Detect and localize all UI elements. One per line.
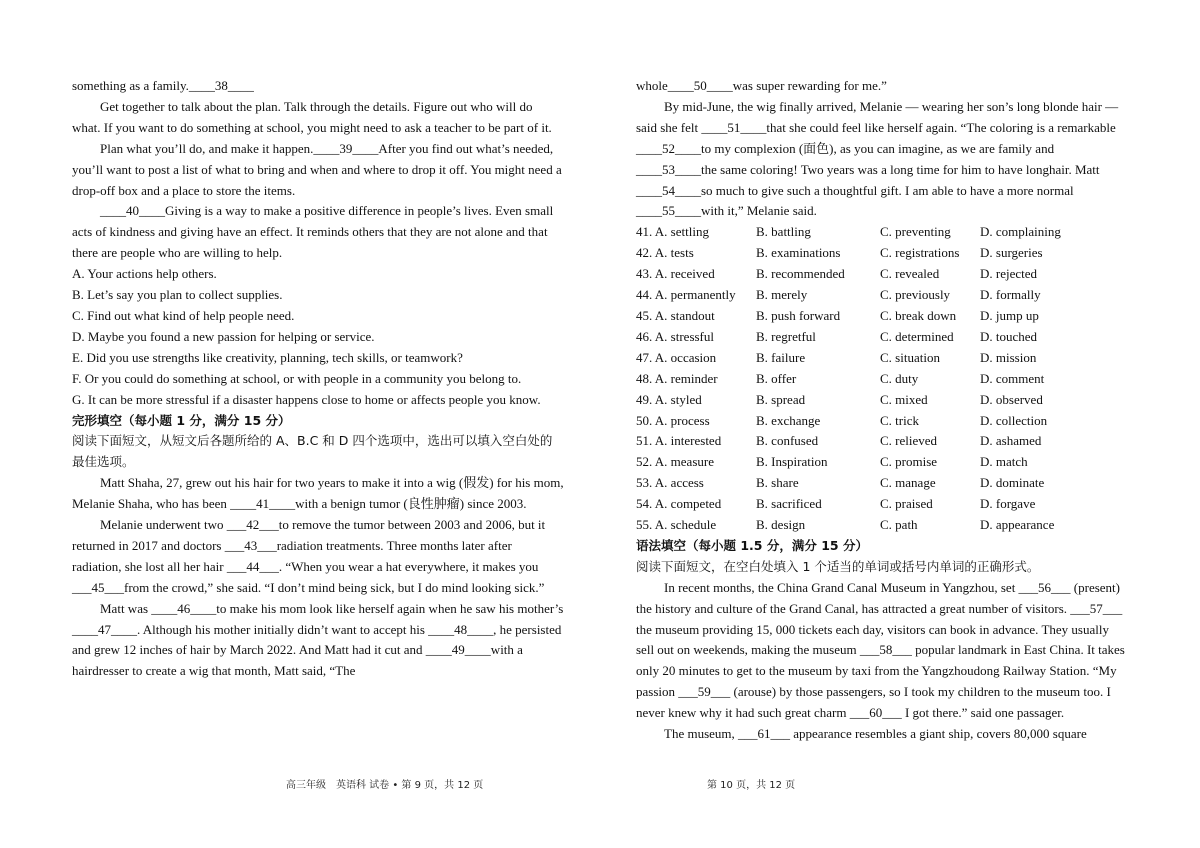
option-choice: B. examinations <box>756 245 841 261</box>
option-choice: 55. A. schedule <box>636 517 717 533</box>
option-row <box>636 390 1128 411</box>
option-choice: 51. A. interested <box>636 433 722 449</box>
option-choice: 54. A. competed <box>636 496 722 512</box>
option-choice: C. preventing <box>880 224 951 240</box>
cloze-paragraph: By mid-June, the wig finally arrived, Melanie — wearing her son’s long blonde hair — said she felt ____51____that she could feel like herself again. “The coloring is a remarkable ____52____to my complexion (面色), as you can imagine, as we are family and ____53____the same coloring! Two years was a long time for him to have longhair. Matt ____54____so much to give such a thoughtful gift. I am able to have a more normal ____55____with it,” Melanie said. <box>636 98 1119 219</box>
option-choice: D. match <box>980 454 1028 470</box>
option-choice: C. revealed <box>880 266 940 282</box>
option-line: F. Or you could do something at school, or with people in a community you belong to. <box>72 370 522 386</box>
option-line: D. Maybe you found a new passion for helping or service. <box>72 328 375 344</box>
left-paragraph: something as a family.____38____ <box>72 78 254 93</box>
option-choice: C. trick <box>880 412 919 428</box>
option-choice: D. dominate <box>980 475 1045 491</box>
right-column <box>636 76 1128 745</box>
option-choice: B. push forward <box>756 307 841 323</box>
option-choice: 50. A. process <box>636 412 710 428</box>
left-paragraph: Get together to talk about the plan. Talk through the details. Figure out who will do what. If you want to do something at school, you might need to ask a teacher to be part of it. <box>72 98 552 135</box>
option-choice: D. surgeries <box>980 245 1043 261</box>
page-footer-left: 高三年级 英语科 试卷 • 第 9 页，共 12 页 <box>286 780 484 791</box>
option-choice: 52. A. measure <box>636 454 714 470</box>
option-line: G. It can be more stressful if a disaster happens close to home or affects people you know. <box>72 391 541 407</box>
option-choice: C. previously <box>880 287 951 303</box>
option-line: C. Find out what kind of help people need. <box>72 307 295 323</box>
option-row <box>636 264 1128 285</box>
option-choice: C. relieved <box>880 433 938 449</box>
option-row <box>636 452 1128 473</box>
option-choice: 53. A. access <box>636 475 704 491</box>
option-choice: B. share <box>756 475 799 491</box>
option-line: A. Your actions help others. <box>72 266 217 282</box>
option-choice: B. exchange <box>756 412 821 428</box>
option-choice: 46. A. stressful <box>636 328 714 344</box>
option-row <box>636 515 1128 536</box>
section-heading-cloze: 完形填空（每小题 1 分，满分 15 分） <box>72 412 291 428</box>
option-choice: D. jump up <box>980 307 1039 323</box>
option-choice: B. sacrificed <box>756 496 822 512</box>
option-choice: C. path <box>880 517 918 533</box>
option-row <box>636 222 1128 243</box>
option-choice: D. touched <box>980 328 1038 344</box>
option-choice: B. confused <box>756 433 819 449</box>
grammar-paragraph: The museum, ___61___ appearance resembles a giant ship, covers 80,000 square <box>664 726 1087 742</box>
option-choice: 44. A. permanently <box>636 287 736 303</box>
option-choice: 47. A. occasion <box>636 349 717 365</box>
option-choice: C. break down <box>880 307 957 323</box>
section-instruction-cloze: 阅读下面短文，从短文后各题所给的 A、B.C 和 D 四个选项中，选出可以填入空白处的最佳选项。 <box>72 433 553 470</box>
option-choice: B. failure <box>756 349 806 365</box>
cloze-paragraph: Matt Shaha, 27, grew out his hair for two years to make it into a wig (假发) for his mom, Melanie Shaha, who has been ____41____with a benign tumor (良性肿瘤) since 2003. <box>72 475 564 512</box>
left-paragraph: ____40____Giving is a way to make a positive difference in people’s lives. Even small acts of kindness and giving have an effect. It reminds others that they are not alone and that there are people who are willing to help. <box>72 203 554 261</box>
option-choice: 43. A. received <box>636 266 715 282</box>
option-choice: D. forgave <box>980 496 1036 512</box>
option-choice: C. situation <box>880 349 940 365</box>
option-choice: B. battling <box>756 224 811 240</box>
option-choice: C. registrations <box>880 245 960 261</box>
grammar-paragraph: In recent months, the China Grand Canal Museum in Yangzhou, set ___56___ (present) the history and culture of the Grand Canal, has attracted a great number of visitors. ___57___ the museum providing 15, 000 tickets each day, visitors can book in advance. They usually sell out on weekends, making the museum ___58___ popular landmark in East China. It takes only 20 minutes to get to the museum by taxi from the Yangzhoudong Railway Station. “My passion ___59___ (arouse) by those passengers, so I took my children to the museum too. I never knew why it had such great charm ___60___ I got there.” said one passager. <box>636 579 1125 721</box>
option-row <box>636 431 1128 452</box>
option-choice: 48. A. reminder <box>636 370 718 386</box>
option-choice: B. Inspiration <box>756 454 828 470</box>
option-row <box>636 285 1128 306</box>
option-row <box>636 243 1128 264</box>
option-choice: 49. A. styled <box>636 391 702 407</box>
option-choice: B. regretful <box>756 328 816 344</box>
option-row <box>636 494 1128 515</box>
option-choice: D. appearance <box>980 517 1055 533</box>
option-choice: D. mission <box>980 349 1037 365</box>
option-row <box>636 327 1128 348</box>
left-column <box>72 76 564 682</box>
option-choice: C. promise <box>880 454 938 470</box>
option-choice: 45. A. standout <box>636 307 715 323</box>
cloze-paragraph: whole____50____was super rewarding for me.” <box>636 78 887 93</box>
option-row <box>636 411 1128 432</box>
left-paragraph: Plan what you’ll do, and make it happen.____39____After you find out what’s needed, you’ll want to post a list of what to bring and when and where to drop it off. You might need a drop-off box and a place to store the items. <box>72 140 562 198</box>
option-choice: D. complaining <box>980 224 1061 240</box>
option-choice: B. offer <box>756 370 797 386</box>
option-row <box>636 473 1128 494</box>
option-choice: C. duty <box>880 370 919 386</box>
cloze-paragraph: Melanie underwent two ___42___to remove the tumor between 2003 and 2006, but it returned in 2017 and doctors ___43___radiation treatments. Three months later after radiation, she lost all her hair ___44___. “When you wear a hat everywhere, it makes you ___45___from the crowd,” she said. “I don’t mind being sick, but I do mind looking sick.” <box>72 517 546 595</box>
option-choice: 41. A. settling <box>636 224 709 240</box>
option-choice: D. formally <box>980 287 1041 303</box>
option-choice: 42. A. tests <box>636 245 694 261</box>
section-instruction-grammar: 阅读下面短文，在空白处填入 1 个适当的单词或括号内单词的正确形式。 <box>636 558 1040 574</box>
option-row <box>636 348 1128 369</box>
option-choice: B. merely <box>756 287 808 303</box>
option-line: E. Did you use strengths like creativity, planning, tech skills, or teamwork? <box>72 349 463 365</box>
option-choice: C. mixed <box>880 391 928 407</box>
option-choice: C. determined <box>880 328 954 344</box>
section-heading-grammar: 语法填空（每小题 1.5 分，满分 15 分） <box>636 537 868 553</box>
option-choice: C. praised <box>880 496 933 512</box>
option-choice: D. collection <box>980 412 1048 428</box>
option-row <box>636 369 1128 390</box>
option-choice: D. comment <box>980 370 1045 386</box>
option-choice: B. recommended <box>756 266 845 282</box>
option-choice: B. design <box>756 517 806 533</box>
option-choice: D. ashamed <box>980 433 1042 449</box>
option-choice: D. rejected <box>980 266 1038 282</box>
option-line: B. Let’s say you plan to collect supplies. <box>72 287 283 303</box>
option-choice: D. observed <box>980 391 1043 407</box>
option-choice: B. spread <box>756 391 806 407</box>
page-footer-right: 第 10 页，共 12 页 <box>707 780 796 791</box>
option-choice: C. manage <box>880 475 936 491</box>
cloze-options <box>636 222 1128 536</box>
cloze-paragraph: Matt was ____46____to make his mom look like herself again when he saw his mother’s ____47____. Although his mother initially didn’t want to accept his ____48____, he persisted and grew 12 inches of hair by March 2022. And Matt had it cut and ____49____with a hairdresser to create a wig that month, Matt said, “The <box>72 600 564 679</box>
option-row <box>636 306 1128 327</box>
